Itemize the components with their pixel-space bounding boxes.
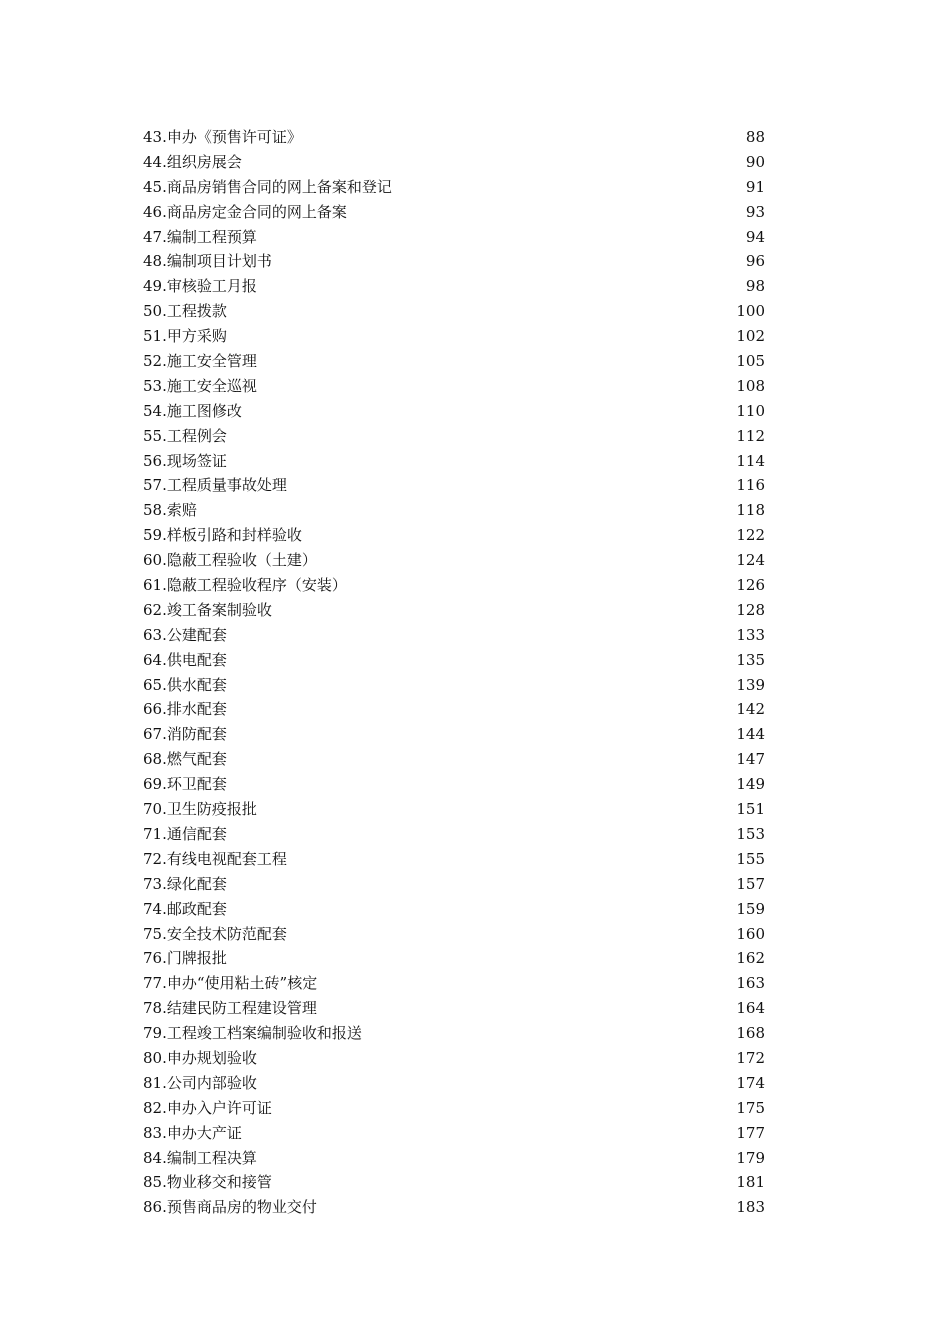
toc-entry-page-number: 108 — [736, 376, 765, 395]
toc-entry-title: 66.排水配套 — [143, 700, 227, 719]
toc-entry — [143, 573, 765, 598]
toc-entry-page-number: 164 — [736, 999, 765, 1018]
toc-entry-page-number: 147 — [736, 750, 765, 769]
toc-entry-title: 46.商品房定金合同的网上备案 — [143, 202, 347, 221]
toc-entry — [143, 598, 765, 623]
toc-entry — [143, 274, 765, 299]
toc-entry-page-number: 135 — [736, 650, 765, 669]
toc-entry-title: 71.通信配套 — [143, 824, 227, 843]
toc-entry-title: 54.施工图修改 — [143, 401, 242, 420]
toc-entry — [143, 1121, 765, 1146]
toc-entry-page-number: 139 — [736, 675, 765, 694]
toc-entry-page-number: 122 — [736, 526, 765, 545]
toc-entry-title: 58.索赔 — [143, 501, 197, 520]
toc-entry-page-number: 155 — [736, 849, 765, 868]
toc-entry — [143, 697, 765, 722]
toc-entry-page-number: 159 — [736, 899, 765, 918]
toc-entry-page-number: 142 — [736, 700, 765, 719]
toc-entry — [143, 374, 765, 399]
toc-entry-title: 48.编制项目计划书 — [143, 252, 272, 271]
toc-entry-title: 67.消防配套 — [143, 725, 227, 744]
toc-entry-title: 57.工程质量事故处理 — [143, 476, 287, 495]
toc-entry-page-number: 98 — [745, 277, 765, 296]
toc-entry-page-number: 160 — [736, 924, 765, 943]
toc-entry-title: 61.隐蔽工程验收程序（安装） — [143, 576, 347, 595]
toc-entry — [143, 1146, 765, 1171]
toc-entry-title: 69.环卫配套 — [143, 775, 227, 794]
table-of-contents — [143, 125, 765, 1220]
toc-entry-title: 81.公司内部验收 — [143, 1073, 257, 1092]
toc-entry — [143, 548, 765, 573]
toc-entry — [143, 1195, 765, 1220]
toc-entry-title: 70.卫生防疫报批 — [143, 800, 257, 819]
toc-entry — [143, 747, 765, 772]
toc-entry-page-number: 114 — [736, 451, 765, 470]
toc-entry-title: 52.施工安全管理 — [143, 352, 257, 371]
toc-entry — [143, 125, 765, 150]
toc-entry-page-number: 91 — [745, 177, 765, 196]
toc-entry-title: 63.公建配套 — [143, 625, 227, 644]
toc-entry-title: 50.工程拨款 — [143, 302, 227, 321]
toc-entry-title: 86.预售商品房的物业交付 — [143, 1198, 317, 1217]
toc-entry — [143, 225, 765, 250]
toc-entry — [143, 971, 765, 996]
toc-entry-title: 44.组织房展会 — [143, 152, 242, 171]
toc-entry-title: 85.物业移交和接管 — [143, 1173, 272, 1192]
toc-entry — [143, 200, 765, 225]
toc-entry — [143, 822, 765, 847]
toc-entry-title: 56.现场签证 — [143, 451, 227, 470]
toc-entry-page-number: 118 — [736, 501, 765, 520]
toc-entry-page-number: 183 — [736, 1198, 765, 1217]
toc-entry-title: 82.申办入户许可证 — [143, 1098, 272, 1117]
toc-entry-title: 55.工程例会 — [143, 426, 227, 445]
toc-entry-page-number: 88 — [745, 128, 765, 146]
toc-entry — [143, 897, 765, 922]
toc-entry — [143, 1046, 765, 1071]
toc-entry-page-number: 133 — [736, 625, 765, 644]
toc-entry — [143, 722, 765, 747]
toc-entry-title: 65.供水配套 — [143, 675, 227, 694]
toc-entry — [143, 946, 765, 971]
toc-entry — [143, 324, 765, 349]
toc-entry-page-number: 124 — [736, 551, 765, 570]
toc-entry-title: 83.申办大产证 — [143, 1123, 242, 1142]
toc-entry — [143, 996, 765, 1021]
toc-entry-title: 62.竣工备案制验收 — [143, 600, 272, 619]
toc-entry — [143, 797, 765, 822]
toc-entry-page-number: 96 — [745, 252, 765, 271]
toc-entry — [143, 449, 765, 474]
toc-entry-page-number: 174 — [736, 1073, 765, 1092]
toc-entry-title: 79.工程竣工档案编制验收和报送 — [143, 1024, 362, 1043]
toc-entry — [143, 175, 765, 200]
toc-entry — [143, 648, 765, 673]
toc-entry-title: 80.申办规划验收 — [143, 1048, 257, 1067]
toc-entry-title: 45.商品房销售合同的网上备案和登记 — [143, 177, 392, 196]
toc-entry — [143, 1021, 765, 1046]
toc-entry — [143, 424, 765, 449]
toc-entry — [143, 1170, 765, 1195]
toc-entry-page-number: 110 — [736, 401, 765, 420]
toc-entry-title: 60.隐蔽工程验收（土建） — [143, 551, 317, 570]
toc-entry-page-number: 94 — [745, 227, 765, 246]
toc-entry-page-number: 102 — [736, 327, 765, 346]
toc-entry — [143, 249, 765, 274]
toc-entry-title: 53.施工安全巡视 — [143, 376, 257, 395]
toc-entry — [143, 1096, 765, 1121]
toc-entry-title: 78.结建民防工程建设管理 — [143, 999, 317, 1018]
toc-entry-title: 47.编制工程预算 — [143, 227, 257, 246]
toc-entry-title: 72.有线电视配套工程 — [143, 849, 287, 868]
toc-entry — [143, 872, 765, 897]
toc-entry — [143, 150, 765, 175]
toc-entry-title: 76.门牌报批 — [143, 949, 227, 968]
toc-entry-page-number: 172 — [736, 1048, 765, 1067]
toc-entry-page-number: 128 — [736, 600, 765, 619]
toc-entry-title: 51.甲方采购 — [143, 327, 227, 346]
toc-entry-page-number: 149 — [736, 775, 765, 794]
toc-entry-page-number: 175 — [736, 1098, 765, 1117]
toc-entry-page-number: 151 — [736, 800, 765, 819]
toc-entry — [143, 847, 765, 872]
toc-entry-title: 68.燃气配套 — [143, 750, 227, 769]
toc-entry-title: 59.样板引路和封样验收 — [143, 526, 302, 545]
toc-entry-page-number: 153 — [736, 824, 765, 843]
toc-entry — [143, 349, 765, 374]
toc-entry — [143, 299, 765, 324]
toc-entry-page-number: 105 — [736, 352, 765, 371]
toc-entry-page-number: 163 — [736, 974, 765, 993]
toc-entry-page-number: 162 — [736, 949, 765, 968]
toc-entry-page-number: 157 — [736, 874, 765, 893]
toc-entry-page-number: 168 — [736, 1024, 765, 1043]
toc-entry-page-number: 93 — [745, 202, 765, 221]
toc-entry-page-number: 126 — [736, 576, 765, 595]
toc-entry-title: 74.邮政配套 — [143, 899, 227, 918]
toc-entry-title: 43.申办《预售许可证》 — [143, 128, 302, 146]
toc-entry-page-number: 112 — [736, 426, 765, 445]
toc-entry — [143, 772, 765, 797]
toc-entry — [143, 473, 765, 498]
toc-entry-page-number: 181 — [736, 1173, 765, 1192]
toc-entry-title: 77.申办“使用粘土砖”核定 — [143, 974, 318, 993]
toc-entry — [143, 399, 765, 424]
toc-entry-title: 73.绿化配套 — [143, 874, 227, 893]
toc-entry-title: 64.供电配套 — [143, 650, 227, 669]
toc-entry-title: 75.安全技术防范配套 — [143, 924, 287, 943]
toc-entry — [143, 922, 765, 947]
toc-entry-title: 84.编制工程决算 — [143, 1148, 257, 1167]
toc-entry-page-number: 144 — [736, 725, 765, 744]
toc-entry-page-number: 116 — [736, 476, 765, 495]
toc-entry-page-number: 90 — [745, 152, 765, 171]
toc-entry-title: 49.审核验工月报 — [143, 277, 257, 296]
toc-entry — [143, 1071, 765, 1096]
toc-entry-page-number: 179 — [736, 1148, 765, 1167]
toc-entry — [143, 498, 765, 523]
toc-entry-page-number: 100 — [736, 302, 765, 321]
toc-entry-page-number: 177 — [736, 1123, 765, 1142]
toc-entry — [143, 523, 765, 548]
toc-entry — [143, 673, 765, 698]
toc-entry — [143, 623, 765, 648]
